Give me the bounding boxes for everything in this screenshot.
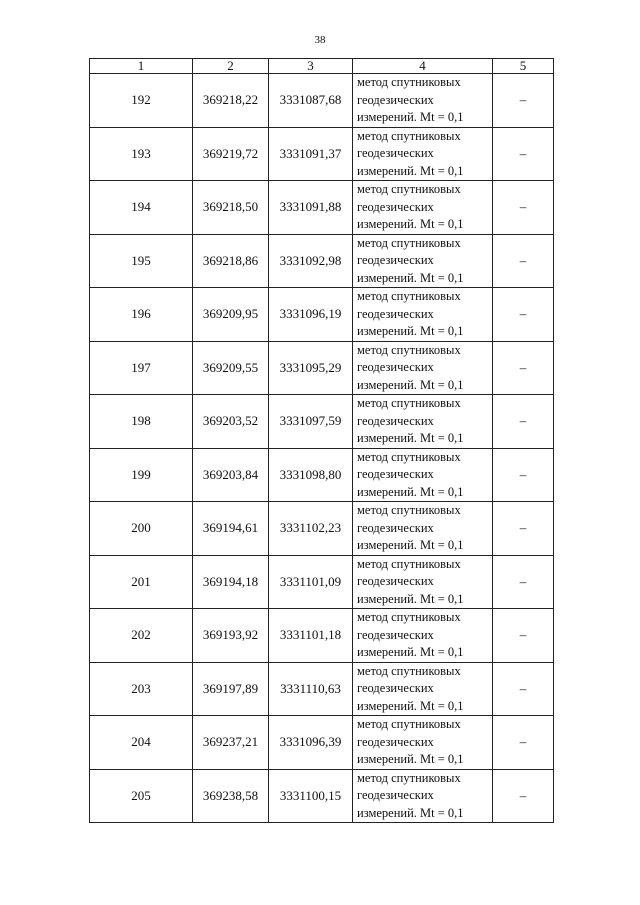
method-line: геодезических bbox=[357, 360, 434, 374]
method-cell bbox=[353, 555, 493, 609]
table-row bbox=[90, 609, 554, 663]
point-number-cell: 198 bbox=[90, 395, 193, 449]
method-line: измерений. Mt = 0,1 bbox=[357, 752, 464, 766]
y-coordinate-cell: 3331101,09 bbox=[269, 555, 353, 609]
y-coordinate-cell: 3331101,18 bbox=[269, 609, 353, 663]
method-line: измерений. Mt = 0,1 bbox=[357, 484, 464, 499]
y-coordinate-cell: 3331087,68 bbox=[269, 74, 353, 128]
y-coordinate-cell: 3331100,15 bbox=[269, 769, 353, 823]
x-coordinate-cell: 369197,89 bbox=[193, 662, 269, 716]
table-row bbox=[90, 555, 554, 609]
method-cell bbox=[353, 288, 493, 342]
method-line: геодезических bbox=[357, 253, 434, 267]
note-cell: – bbox=[493, 448, 554, 502]
table-row bbox=[90, 769, 554, 823]
point-number-cell: 203 bbox=[90, 662, 193, 716]
y-coordinate-cell: 3331096,39 bbox=[269, 716, 353, 770]
note-cell: – bbox=[493, 716, 554, 770]
method-cell bbox=[353, 181, 493, 235]
coordinates-table bbox=[89, 58, 554, 823]
method-line: метод спутниковых bbox=[357, 503, 461, 517]
method-line: измерений. Mt = 0,1 bbox=[357, 163, 464, 178]
method-line: измерений. Mt = 0,1 bbox=[357, 538, 464, 552]
point-number-cell: 204 bbox=[90, 716, 193, 770]
method-line: измерений. Mt = 0,1 bbox=[357, 431, 464, 445]
method-line: метод спутниковых bbox=[357, 396, 461, 410]
method-line: измерений. Mt = 0,1 bbox=[357, 270, 464, 285]
table-row bbox=[90, 662, 554, 716]
method-cell bbox=[353, 74, 493, 128]
x-coordinate-cell: 369194,18 bbox=[193, 555, 269, 609]
note-cell: – bbox=[493, 395, 554, 449]
x-coordinate-cell: 369203,84 bbox=[193, 448, 269, 502]
method-line: измерений. Mt = 0,1 bbox=[357, 217, 464, 231]
note-cell: – bbox=[493, 502, 554, 556]
note-cell: – bbox=[493, 234, 554, 288]
method-cell bbox=[353, 502, 493, 556]
method-line: измерений. Mt = 0,1 bbox=[357, 591, 464, 606]
table-row bbox=[90, 716, 554, 770]
method-cell bbox=[353, 716, 493, 770]
method-line: геодезических bbox=[357, 734, 434, 749]
y-coordinate-cell: 3331095,29 bbox=[269, 341, 353, 395]
table-row bbox=[90, 288, 554, 342]
table-row bbox=[90, 127, 554, 181]
method-cell bbox=[353, 234, 493, 288]
method-line: измерений. Mt = 0,1 bbox=[357, 110, 464, 124]
note-cell: – bbox=[493, 662, 554, 716]
method-line: метод спутниковых bbox=[357, 128, 461, 143]
method-line: метод спутниковых bbox=[357, 717, 461, 731]
method-line: метод спутниковых bbox=[357, 770, 461, 785]
x-coordinate-cell: 369194,61 bbox=[193, 502, 269, 556]
method-line: геодезических bbox=[357, 199, 434, 214]
point-number-cell: 205 bbox=[90, 769, 193, 823]
method-cell bbox=[353, 769, 493, 823]
column-header-5: 5 bbox=[493, 59, 554, 74]
column-header-4: 4 bbox=[353, 59, 493, 74]
method-line: метод спутниковых bbox=[357, 342, 461, 357]
method-cell bbox=[353, 127, 493, 181]
method-line: метод спутниковых bbox=[357, 610, 461, 624]
note-cell: – bbox=[493, 127, 554, 181]
method-line: метод спутниковых bbox=[357, 449, 461, 464]
point-number-cell: 199 bbox=[90, 448, 193, 502]
x-coordinate-cell: 369193,92 bbox=[193, 609, 269, 663]
x-coordinate-cell: 369219,72 bbox=[193, 127, 269, 181]
point-number-cell: 201 bbox=[90, 555, 193, 609]
method-line: геодезических bbox=[357, 306, 434, 321]
method-line: метод спутниковых bbox=[357, 663, 461, 678]
x-coordinate-cell: 369218,50 bbox=[193, 181, 269, 235]
y-coordinate-cell: 3331096,19 bbox=[269, 288, 353, 342]
method-line: метод спутниковых bbox=[357, 182, 461, 196]
y-coordinate-cell: 3331098,80 bbox=[269, 448, 353, 502]
method-line: измерений. Mt = 0,1 bbox=[357, 645, 464, 659]
method-cell bbox=[353, 448, 493, 502]
y-coordinate-cell: 3331097,59 bbox=[269, 395, 353, 449]
x-coordinate-cell: 369237,21 bbox=[193, 716, 269, 770]
method-line: метод спутниковых bbox=[357, 556, 461, 571]
note-cell: – bbox=[493, 181, 554, 235]
method-cell bbox=[353, 609, 493, 663]
x-coordinate-cell: 369218,86 bbox=[193, 234, 269, 288]
method-line: геодезических bbox=[357, 146, 434, 160]
point-number-cell: 192 bbox=[90, 74, 193, 128]
method-line: геодезических bbox=[357, 467, 434, 481]
method-line: геодезических bbox=[357, 574, 434, 588]
method-line: метод спутниковых bbox=[357, 289, 461, 303]
column-header-2: 2 bbox=[193, 59, 269, 74]
table-row bbox=[90, 181, 554, 235]
y-coordinate-cell: 3331091,37 bbox=[269, 127, 353, 181]
method-line: метод спутниковых bbox=[357, 235, 461, 250]
table-row bbox=[90, 448, 554, 502]
y-coordinate-cell: 3331110,63 bbox=[269, 662, 353, 716]
column-header-3: 3 bbox=[269, 59, 353, 74]
table-header-row bbox=[90, 59, 554, 74]
note-cell: – bbox=[493, 609, 554, 663]
method-cell bbox=[353, 341, 493, 395]
y-coordinate-cell: 3331091,88 bbox=[269, 181, 353, 235]
y-coordinate-cell: 3331102,23 bbox=[269, 502, 353, 556]
method-line: измерений. Mt = 0,1 bbox=[357, 377, 464, 392]
method-line: измерений. Mt = 0,1 bbox=[357, 324, 464, 338]
x-coordinate-cell: 369238,58 bbox=[193, 769, 269, 823]
method-cell bbox=[353, 395, 493, 449]
note-cell: – bbox=[493, 288, 554, 342]
table-row bbox=[90, 395, 554, 449]
method-cell bbox=[353, 662, 493, 716]
point-number-cell: 196 bbox=[90, 288, 193, 342]
method-line: измерений. Mt = 0,1 bbox=[357, 698, 464, 713]
method-line: геодезических bbox=[357, 92, 434, 107]
point-number-cell: 202 bbox=[90, 609, 193, 663]
point-number-cell: 200 bbox=[90, 502, 193, 556]
note-cell: – bbox=[493, 555, 554, 609]
note-cell: – bbox=[493, 74, 554, 128]
method-line: метод спутниковых bbox=[357, 75, 461, 89]
point-number-cell: 197 bbox=[90, 341, 193, 395]
note-cell: – bbox=[493, 341, 554, 395]
method-line: геодезических bbox=[357, 413, 434, 428]
table-row bbox=[90, 341, 554, 395]
page-number: 38 bbox=[314, 34, 326, 46]
x-coordinate-cell: 369209,55 bbox=[193, 341, 269, 395]
point-number-cell: 194 bbox=[90, 181, 193, 235]
method-line: геодезических bbox=[357, 520, 434, 535]
table-body bbox=[90, 74, 554, 823]
x-coordinate-cell: 369209,95 bbox=[193, 288, 269, 342]
column-header-1: 1 bbox=[90, 59, 193, 74]
method-line: геодезических bbox=[357, 788, 434, 802]
table-row bbox=[90, 234, 554, 288]
method-line: измерений. Mt = 0,1 bbox=[357, 805, 464, 820]
x-coordinate-cell: 369203,52 bbox=[193, 395, 269, 449]
table-row bbox=[90, 74, 554, 128]
method-line: геодезических bbox=[357, 627, 434, 642]
y-coordinate-cell: 3331092,98 bbox=[269, 234, 353, 288]
point-number-cell: 195 bbox=[90, 234, 193, 288]
method-line: геодезических bbox=[357, 681, 434, 695]
note-cell: – bbox=[493, 769, 554, 823]
x-coordinate-cell: 369218,22 bbox=[193, 74, 269, 128]
table-row bbox=[90, 502, 554, 556]
point-number-cell: 193 bbox=[90, 127, 193, 181]
